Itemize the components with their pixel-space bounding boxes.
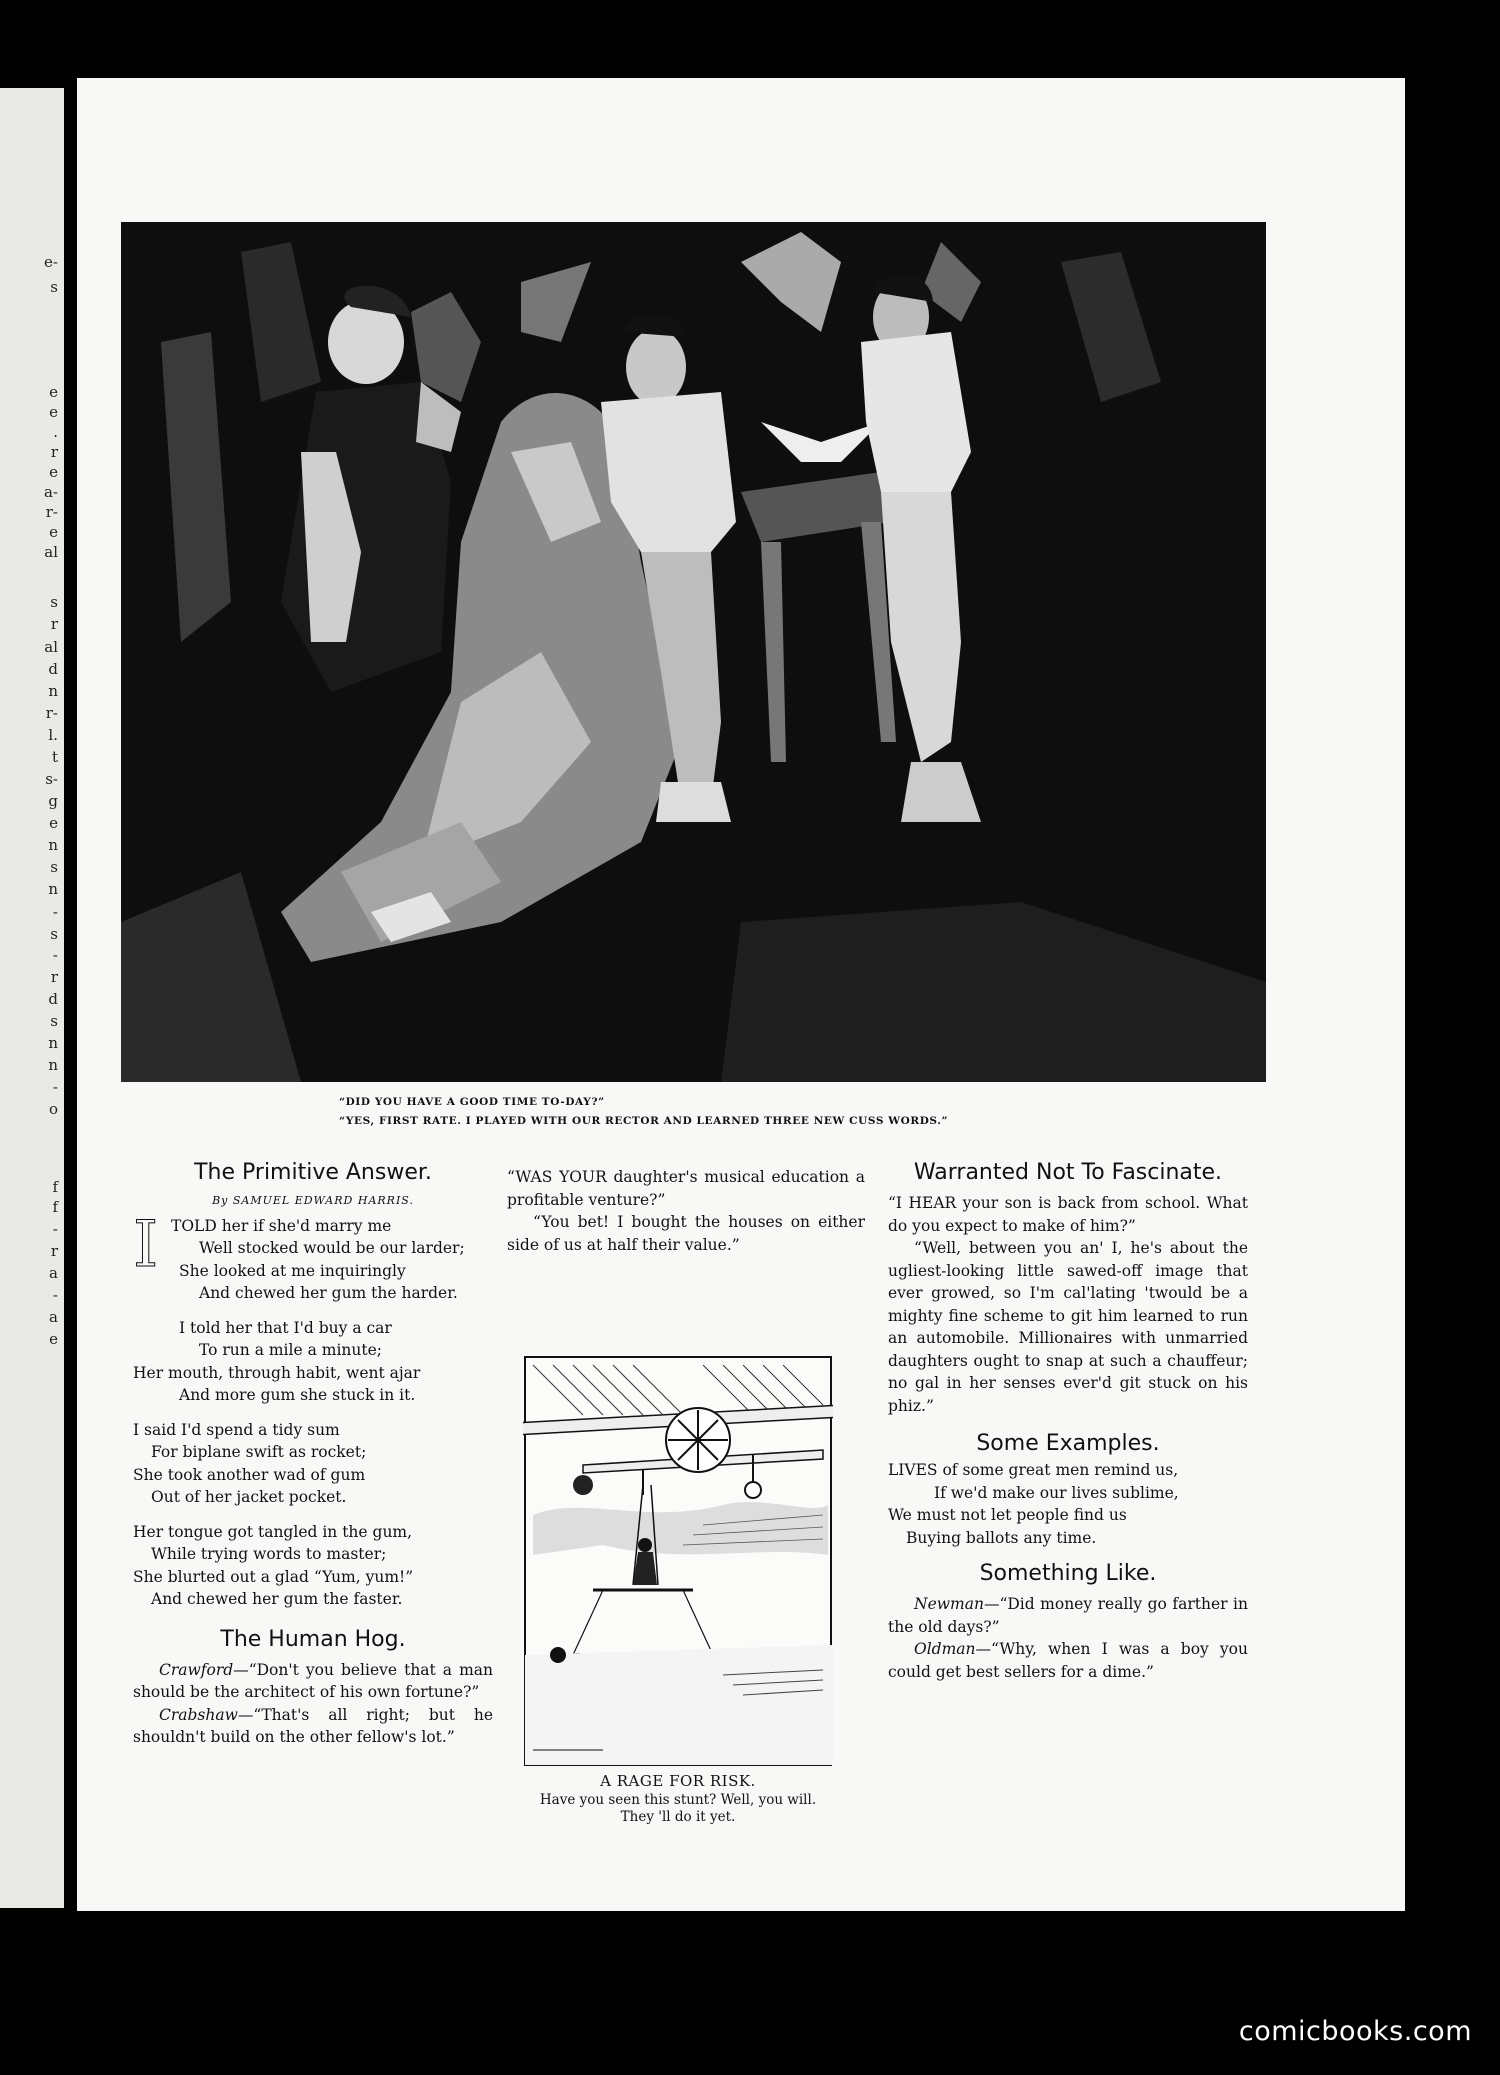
human-hog-paragraph-1 (133, 1659, 493, 1704)
some-examples-poem (888, 1459, 1248, 1549)
cartoon-caption-line-1: Have you seen this stunt? Well, you will. (539, 1792, 817, 1808)
poem-line: She blurted out a glad “Yum, yum!” (133, 1567, 414, 1586)
speaker-name: Newman (914, 1595, 984, 1613)
poem-line: Buying ballots any time. (906, 1528, 1097, 1547)
something-like-title: Something Like. (979, 1561, 1157, 1586)
left-page-text-fragment: r (50, 1242, 58, 1260)
poem-line: And chewed her gum the faster. (151, 1590, 403, 1608)
left-page-text-fragment: - (52, 1286, 58, 1304)
left-page-text-fragment: r- (45, 503, 58, 521)
left-column (133, 1158, 493, 1749)
poem-stanza-1 (133, 1207, 493, 1305)
left-page-text-fragment: n (48, 682, 58, 700)
dropcap: I (133, 1207, 159, 1282)
cartoon-illustration (523, 1355, 833, 1767)
dialogue-text: —“That's all right; but he shouldn't build on the other fellow's lot.” (133, 1705, 493, 1746)
speaker-name: Crawford (159, 1660, 234, 1679)
poem-line: Her mouth, through habit, went ajar (133, 1363, 421, 1382)
byline: By SAMUEL EDWARD HARRIS. (212, 1194, 414, 1207)
left-page-text-fragment: n (48, 1034, 58, 1052)
cartoon-title: A RAGE FOR RISK. (600, 1772, 756, 1790)
poem-line: Well stocked would be our larder; (199, 1239, 465, 1257)
poem-line: While trying words to master; (151, 1545, 387, 1563)
left-page-text-fragment: s (50, 278, 58, 296)
adjacent-page-edge (0, 88, 64, 1908)
left-page-text-fragment: al (44, 638, 58, 656)
speaker-name: Oldman (914, 1640, 976, 1658)
left-page-text-fragment: - (52, 946, 58, 964)
left-page-text-fragment: - (52, 903, 58, 921)
poem-line: Her tongue got tangled in the gum, (133, 1522, 413, 1541)
warranted-paragraph-1: “I HEAR your son is back from school. What do you expect to make of him?” (888, 1194, 1248, 1235)
left-page-text-fragment: s (50, 858, 58, 876)
left-page-text-fragment: a- (43, 483, 58, 501)
something-like-paragraph-1 (888, 1593, 1248, 1638)
left-page-text-fragment: f (52, 1178, 58, 1196)
left-page-text-fragment: l. (48, 726, 58, 744)
left-page-text-fragment: s (50, 1012, 58, 1030)
left-page-text-fragment: . (53, 423, 58, 441)
dialogue-text: —“Why, when I was a boy you could get best sellers for a dime.” (888, 1640, 1248, 1681)
poem-line: She looked at me inquiringly (179, 1261, 406, 1280)
poem-line: We must not let people find us (888, 1506, 1127, 1524)
left-page-text-fragment: e (49, 463, 58, 481)
human-hog-paragraph-2 (133, 1704, 493, 1749)
poem-line: And more gum she stuck in it. (179, 1386, 416, 1404)
left-page-text-fragment: n (48, 836, 58, 854)
musical-paragraph-1: “WAS YOUR daughter's musical education a profitable venture?” (507, 1168, 865, 1209)
poem-line: She took another wad of gum (133, 1465, 366, 1484)
left-page-text-fragment: o (48, 1100, 58, 1118)
left-page-text-fragment: r (50, 968, 58, 986)
magazine-page (77, 78, 1405, 1911)
some-examples-title: Some Examples. (976, 1431, 1160, 1456)
poem-line: To run a mile a minute; (199, 1341, 382, 1359)
left-page-text-fragment: e (49, 1330, 58, 1348)
poem-stanza-4 (133, 1521, 493, 1611)
dialogue-text: —“Did money really go farther in the old days?” (888, 1595, 1248, 1636)
left-page-text-fragment: - (52, 1220, 58, 1238)
left-page-text-fragment: d (48, 990, 58, 1008)
left-page-text-fragment: g (48, 792, 58, 810)
left-page-text-fragment: n (48, 1056, 58, 1074)
left-page-text-fragment: r (50, 615, 58, 633)
cartoon-caption-line-2: They 'll do it yet. (620, 1809, 736, 1825)
left-page-text-fragment: r (50, 443, 58, 461)
left-page-text-fragment: e (49, 383, 58, 401)
human-hog-title: The Human Hog. (220, 1626, 406, 1652)
poem-line: I told her that I'd buy a car (179, 1318, 392, 1337)
poem-line: TOLD her if she'd marry me (171, 1216, 392, 1235)
caption-line-1: “DID YOU HAVE A GOOD TIME TO-DAY?” (339, 1096, 605, 1108)
caption-line-2: “YES, FIRST RATE. I PLAYED WITH OUR RECTOR AND LEARNED THREE NEW CUSS WORDS.” (339, 1115, 949, 1127)
left-page-text-fragment: r- (45, 704, 58, 722)
dialogue-text: —“Don't you believe that a man should be the architect of his own fortune?” (133, 1660, 493, 1701)
left-page-text-fragment: n (48, 880, 58, 898)
poem-stanza-3 (133, 1419, 493, 1509)
warranted-title: Warranted Not To Fascinate. (913, 1160, 1223, 1185)
left-page-text-fragment: s- (45, 770, 58, 788)
painted-illustration (121, 222, 1266, 1082)
poem-line: And chewed her gum the harder. (199, 1284, 458, 1302)
poem-line: For biplane swift as rocket; (151, 1443, 367, 1461)
left-page-text-fragment: f (52, 1198, 58, 1216)
speaker-name: Crabshaw (159, 1705, 238, 1724)
left-page-text-fragment: s (50, 593, 58, 611)
right-column (888, 1158, 1248, 1683)
left-page-text-fragment: e (49, 403, 58, 421)
poem-line: Out of her jacket pocket. (151, 1488, 347, 1506)
left-page-text-fragment: t (51, 748, 58, 766)
left-page-text-fragment: e (49, 523, 58, 541)
poem-stanza-2 (133, 1317, 493, 1407)
left-page-text-fragment: d (48, 660, 58, 678)
something-like-paragraph-2 (888, 1638, 1248, 1683)
left-page-text-fragment: s (50, 925, 58, 943)
left-page-text-fragment: a (49, 1308, 58, 1326)
left-page-text-fragment: a (49, 1264, 58, 1282)
site-watermark: comicbooks.com (1238, 2016, 1472, 2047)
musical-paragraph-2: “You bet! I bought the houses on either side of us at half their value.” (507, 1213, 865, 1254)
left-page-text-fragment: e (49, 814, 58, 832)
primitive-answer-title: The Primitive Answer. (194, 1160, 432, 1185)
middle-column (507, 1158, 865, 1256)
illustration-caption (339, 1093, 1159, 1131)
left-page-text-fragment: - (52, 1078, 58, 1096)
cartoon-caption (507, 1773, 849, 1826)
poem-line: If we'd make our lives sublime, (934, 1483, 1179, 1502)
left-page-text-fragment: e- (44, 253, 58, 271)
warranted-paragraph-2: “Well, between you an' I, he's about the ugliest-looking little sawed-off image that ever growed, so I'm cal'lating 'twould be a mighty fine scheme to git him learned to run an automobile. Millionaires with unmarried daughters ought to snap at such a chauffeur; no gal in her senses ever'd git stuck on his phiz.” (888, 1239, 1248, 1415)
poem-line: LIVES of some great men remind us, (888, 1461, 1179, 1479)
poem-line: I said I'd spend a tidy sum (133, 1420, 340, 1439)
left-page-text-fragment: al (44, 543, 58, 561)
